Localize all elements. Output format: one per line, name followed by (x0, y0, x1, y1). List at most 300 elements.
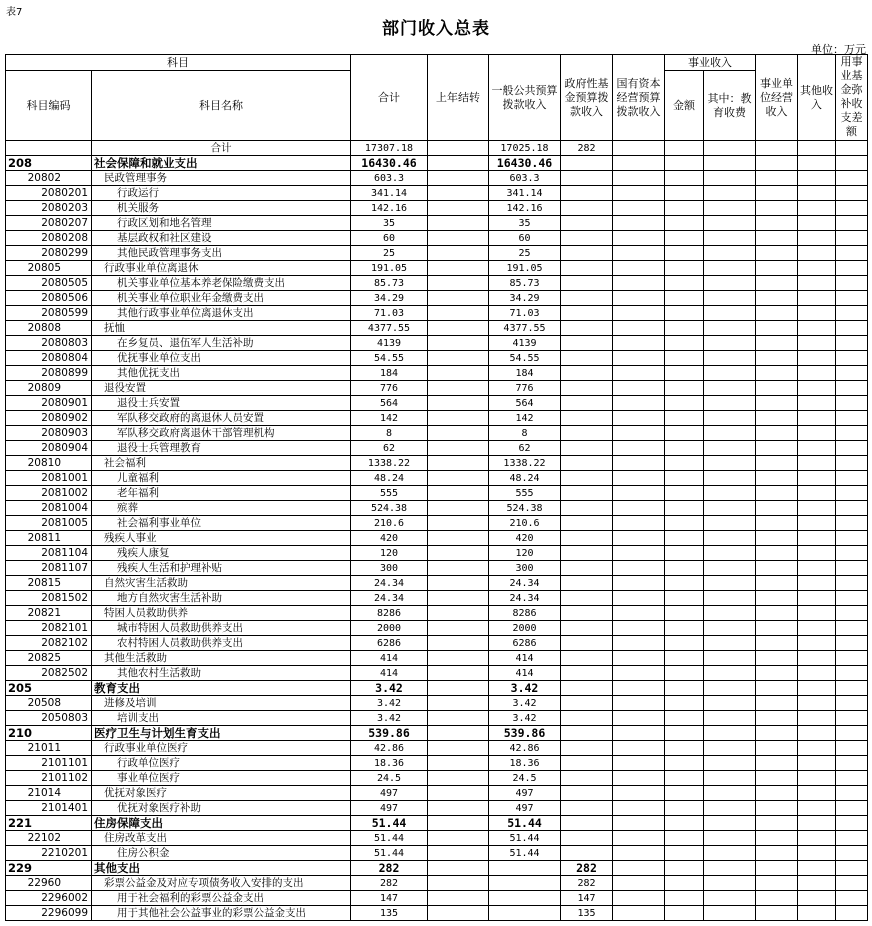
total-cell[interactable]: 6286 (351, 636, 428, 651)
code-cell[interactable]: 20808 (6, 321, 92, 336)
gov-fund-cell[interactable] (561, 666, 613, 681)
other-income-cell[interactable] (798, 291, 836, 306)
name-cell[interactable]: 其他农村生活救助 (92, 666, 351, 681)
fund-subsidy-cell[interactable] (836, 276, 868, 291)
carryover-cell[interactable] (428, 516, 489, 531)
carryover-cell[interactable] (428, 891, 489, 906)
general-budget-cell[interactable]: 18.36 (489, 756, 561, 771)
state-capital-cell[interactable] (613, 141, 665, 156)
education-fee-cell[interactable] (704, 426, 756, 441)
state-capital-cell[interactable] (613, 636, 665, 651)
business-income-cell[interactable] (756, 156, 798, 171)
carryover-cell[interactable] (428, 261, 489, 276)
name-cell[interactable]: 医疗卫生与计划生育支出 (92, 726, 351, 741)
name-cell[interactable]: 住房保障支出 (92, 816, 351, 831)
fund-subsidy-cell[interactable] (836, 726, 868, 741)
fund-subsidy-cell[interactable] (836, 786, 868, 801)
general-budget-cell[interactable]: 4139 (489, 336, 561, 351)
amount-cell[interactable] (665, 396, 704, 411)
business-income-cell[interactable] (756, 816, 798, 831)
code-cell[interactable]: 20821 (6, 606, 92, 621)
business-income-cell[interactable] (756, 381, 798, 396)
education-fee-cell[interactable] (704, 486, 756, 501)
code-cell[interactable]: 2081002 (6, 486, 92, 501)
name-cell[interactable]: 退役士兵管理教育 (92, 441, 351, 456)
gov-fund-cell[interactable] (561, 771, 613, 786)
other-income-cell[interactable] (798, 246, 836, 261)
education-fee-cell[interactable] (704, 201, 756, 216)
gov-fund-cell[interactable]: 282 (561, 876, 613, 891)
gov-fund-cell[interactable]: 135 (561, 906, 613, 921)
business-income-cell[interactable] (756, 486, 798, 501)
code-cell[interactable]: 2080203 (6, 201, 92, 216)
other-income-cell[interactable] (798, 636, 836, 651)
carryover-cell[interactable] (428, 711, 489, 726)
amount-cell[interactable] (665, 636, 704, 651)
general-budget-cell[interactable]: 16430.46 (489, 156, 561, 171)
total-cell[interactable]: 776 (351, 381, 428, 396)
gov-fund-cell[interactable] (561, 651, 613, 666)
general-budget-cell[interactable]: 54.55 (489, 351, 561, 366)
gov-fund-cell[interactable] (561, 561, 613, 576)
fund-subsidy-cell[interactable] (836, 531, 868, 546)
other-income-cell[interactable] (798, 861, 836, 876)
gov-fund-cell[interactable] (561, 531, 613, 546)
name-cell[interactable]: 社会福利 (92, 456, 351, 471)
name-cell[interactable]: 在乡复员、退伍军人生活补助 (92, 336, 351, 351)
total-cell[interactable]: 1338.22 (351, 456, 428, 471)
carryover-cell[interactable] (428, 351, 489, 366)
fund-subsidy-cell[interactable] (836, 771, 868, 786)
other-income-cell[interactable] (798, 336, 836, 351)
carryover-cell[interactable] (428, 441, 489, 456)
total-cell[interactable]: 282 (351, 861, 428, 876)
total-cell[interactable]: 3.42 (351, 681, 428, 696)
general-budget-cell[interactable]: 51.44 (489, 846, 561, 861)
total-cell[interactable]: 300 (351, 561, 428, 576)
total-cell[interactable]: 147 (351, 891, 428, 906)
carryover-cell[interactable] (428, 801, 489, 816)
carryover-cell[interactable] (428, 906, 489, 921)
amount-cell[interactable] (665, 351, 704, 366)
gov-fund-cell[interactable] (561, 321, 613, 336)
fund-subsidy-cell[interactable] (836, 516, 868, 531)
code-cell[interactable]: 2296002 (6, 891, 92, 906)
education-fee-cell[interactable] (704, 381, 756, 396)
state-capital-cell[interactable] (613, 201, 665, 216)
business-income-cell[interactable] (756, 441, 798, 456)
state-capital-cell[interactable] (613, 366, 665, 381)
code-cell[interactable]: 2081107 (6, 561, 92, 576)
education-fee-cell[interactable] (704, 816, 756, 831)
state-capital-cell[interactable] (613, 621, 665, 636)
total-cell[interactable]: 4377.55 (351, 321, 428, 336)
state-capital-cell[interactable] (613, 906, 665, 921)
gov-fund-cell[interactable] (561, 681, 613, 696)
name-cell[interactable]: 其他优抚支出 (92, 366, 351, 381)
gov-fund-cell[interactable] (561, 381, 613, 396)
name-cell[interactable]: 机关事业单位基本养老保险缴费支出 (92, 276, 351, 291)
carryover-cell[interactable] (428, 381, 489, 396)
business-income-cell[interactable] (756, 456, 798, 471)
gov-fund-cell[interactable]: 147 (561, 891, 613, 906)
business-income-cell[interactable] (756, 591, 798, 606)
carryover-cell[interactable] (428, 636, 489, 651)
education-fee-cell[interactable] (704, 561, 756, 576)
carryover-cell[interactable] (428, 366, 489, 381)
business-income-cell[interactable] (756, 531, 798, 546)
gov-fund-cell[interactable] (561, 831, 613, 846)
amount-cell[interactable] (665, 291, 704, 306)
name-cell[interactable]: 退役士兵安置 (92, 396, 351, 411)
carryover-cell[interactable] (428, 216, 489, 231)
other-income-cell[interactable] (798, 321, 836, 336)
general-budget-cell[interactable]: 524.38 (489, 501, 561, 516)
education-fee-cell[interactable] (704, 756, 756, 771)
carryover-cell[interactable] (428, 426, 489, 441)
other-income-cell[interactable] (798, 231, 836, 246)
gov-fund-cell[interactable] (561, 411, 613, 426)
other-income-cell[interactable] (798, 576, 836, 591)
education-fee-cell[interactable] (704, 171, 756, 186)
carryover-cell[interactable] (428, 741, 489, 756)
fund-subsidy-cell[interactable] (836, 711, 868, 726)
name-cell[interactable]: 其他支出 (92, 861, 351, 876)
name-cell[interactable]: 其他行政事业单位离退休支出 (92, 306, 351, 321)
other-income-cell[interactable] (798, 801, 836, 816)
fund-subsidy-cell[interactable] (836, 816, 868, 831)
other-income-cell[interactable] (798, 771, 836, 786)
name-cell[interactable]: 行政单位医疗 (92, 756, 351, 771)
total-cell[interactable]: 142.16 (351, 201, 428, 216)
education-fee-cell[interactable] (704, 216, 756, 231)
education-fee-cell[interactable] (704, 876, 756, 891)
fund-subsidy-cell[interactable] (836, 381, 868, 396)
gov-fund-cell[interactable] (561, 591, 613, 606)
amount-cell[interactable] (665, 156, 704, 171)
gov-fund-cell[interactable] (561, 726, 613, 741)
amount-cell[interactable] (665, 336, 704, 351)
gov-fund-cell[interactable] (561, 801, 613, 816)
business-income-cell[interactable] (756, 576, 798, 591)
general-budget-cell[interactable]: 414 (489, 666, 561, 681)
code-cell[interactable]: 22960 (6, 876, 92, 891)
business-income-cell[interactable] (756, 426, 798, 441)
name-cell[interactable]: 优抚对象医疗补助 (92, 801, 351, 816)
name-cell[interactable]: 残疾人康复 (92, 546, 351, 561)
gov-fund-cell[interactable] (561, 291, 613, 306)
education-fee-cell[interactable] (704, 411, 756, 426)
gov-fund-cell[interactable] (561, 156, 613, 171)
education-fee-cell[interactable] (704, 276, 756, 291)
state-capital-cell[interactable] (613, 651, 665, 666)
carryover-cell[interactable] (428, 396, 489, 411)
other-income-cell[interactable] (798, 756, 836, 771)
fund-subsidy-cell[interactable] (836, 801, 868, 816)
gov-fund-cell[interactable] (561, 546, 613, 561)
state-capital-cell[interactable] (613, 561, 665, 576)
state-capital-cell[interactable] (613, 861, 665, 876)
gov-fund-cell[interactable] (561, 306, 613, 321)
carryover-cell[interactable] (428, 321, 489, 336)
fund-subsidy-cell[interactable] (836, 366, 868, 381)
other-income-cell[interactable] (798, 201, 836, 216)
education-fee-cell[interactable] (704, 906, 756, 921)
general-budget-cell[interactable]: 35 (489, 216, 561, 231)
state-capital-cell[interactable] (613, 306, 665, 321)
total-cell[interactable]: 555 (351, 486, 428, 501)
education-fee-cell[interactable] (704, 441, 756, 456)
amount-cell[interactable] (665, 846, 704, 861)
state-capital-cell[interactable] (613, 456, 665, 471)
other-income-cell[interactable] (798, 396, 836, 411)
gov-fund-cell[interactable]: 282 (561, 141, 613, 156)
education-fee-cell[interactable] (704, 456, 756, 471)
total-cell[interactable]: 120 (351, 546, 428, 561)
business-income-cell[interactable] (756, 201, 798, 216)
carryover-cell[interactable] (428, 726, 489, 741)
carryover-cell[interactable] (428, 141, 489, 156)
other-income-cell[interactable] (798, 741, 836, 756)
carryover-cell[interactable] (428, 576, 489, 591)
business-income-cell[interactable] (756, 336, 798, 351)
business-income-cell[interactable] (756, 411, 798, 426)
carryover-cell[interactable] (428, 456, 489, 471)
other-income-cell[interactable] (798, 471, 836, 486)
business-income-cell[interactable] (756, 786, 798, 801)
general-budget-cell[interactable]: 51.44 (489, 816, 561, 831)
carryover-cell[interactable] (428, 291, 489, 306)
general-budget-cell[interactable] (489, 891, 561, 906)
other-income-cell[interactable] (798, 591, 836, 606)
education-fee-cell[interactable] (704, 771, 756, 786)
gov-fund-cell[interactable] (561, 426, 613, 441)
state-capital-cell[interactable] (613, 591, 665, 606)
state-capital-cell[interactable] (613, 351, 665, 366)
total-cell[interactable]: 24.34 (351, 576, 428, 591)
total-cell[interactable]: 210.6 (351, 516, 428, 531)
other-income-cell[interactable] (798, 696, 836, 711)
gov-fund-cell[interactable] (561, 366, 613, 381)
general-budget-cell[interactable]: 2000 (489, 621, 561, 636)
fund-subsidy-cell[interactable] (836, 696, 868, 711)
code-cell[interactable]: 2101401 (6, 801, 92, 816)
education-fee-cell[interactable] (704, 531, 756, 546)
other-income-cell[interactable] (798, 786, 836, 801)
fund-subsidy-cell[interactable] (836, 831, 868, 846)
general-budget-cell[interactable]: 1338.22 (489, 456, 561, 471)
amount-cell[interactable] (665, 816, 704, 831)
gov-fund-cell[interactable] (561, 351, 613, 366)
other-income-cell[interactable] (798, 441, 836, 456)
other-income-cell[interactable] (798, 831, 836, 846)
general-budget-cell[interactable]: 555 (489, 486, 561, 501)
code-cell[interactable]: 2080899 (6, 366, 92, 381)
amount-cell[interactable] (665, 216, 704, 231)
general-budget-cell[interactable]: 34.29 (489, 291, 561, 306)
fund-subsidy-cell[interactable] (836, 471, 868, 486)
name-cell[interactable]: 残疾人事业 (92, 531, 351, 546)
business-income-cell[interactable] (756, 396, 798, 411)
carryover-cell[interactable] (428, 306, 489, 321)
total-cell[interactable]: 51.44 (351, 846, 428, 861)
code-cell[interactable]: 2080804 (6, 351, 92, 366)
other-income-cell[interactable] (798, 171, 836, 186)
gov-fund-cell[interactable] (561, 756, 613, 771)
state-capital-cell[interactable] (613, 711, 665, 726)
amount-cell[interactable] (665, 771, 704, 786)
total-cell[interactable]: 34.29 (351, 291, 428, 306)
carryover-cell[interactable] (428, 651, 489, 666)
fund-subsidy-cell[interactable] (836, 906, 868, 921)
total-cell[interactable]: 420 (351, 531, 428, 546)
carryover-cell[interactable] (428, 696, 489, 711)
state-capital-cell[interactable] (613, 486, 665, 501)
total-cell[interactable]: 24.34 (351, 591, 428, 606)
amount-cell[interactable] (665, 606, 704, 621)
gov-fund-cell[interactable]: 282 (561, 861, 613, 876)
education-fee-cell[interactable] (704, 141, 756, 156)
general-budget-cell[interactable]: 24.34 (489, 576, 561, 591)
general-budget-cell[interactable]: 142.16 (489, 201, 561, 216)
code-cell[interactable]: 2081502 (6, 591, 92, 606)
general-budget-cell[interactable]: 120 (489, 546, 561, 561)
business-income-cell[interactable] (756, 756, 798, 771)
carryover-cell[interactable] (428, 861, 489, 876)
education-fee-cell[interactable] (704, 711, 756, 726)
gov-fund-cell[interactable] (561, 276, 613, 291)
gov-fund-cell[interactable] (561, 846, 613, 861)
gov-fund-cell[interactable] (561, 786, 613, 801)
fund-subsidy-cell[interactable] (836, 486, 868, 501)
code-cell[interactable]: 2296099 (6, 906, 92, 921)
total-cell[interactable]: 414 (351, 666, 428, 681)
carryover-cell[interactable] (428, 471, 489, 486)
other-income-cell[interactable] (798, 141, 836, 156)
education-fee-cell[interactable] (704, 396, 756, 411)
state-capital-cell[interactable] (613, 606, 665, 621)
state-capital-cell[interactable] (613, 186, 665, 201)
other-income-cell[interactable] (798, 606, 836, 621)
fund-subsidy-cell[interactable] (836, 246, 868, 261)
education-fee-cell[interactable] (704, 291, 756, 306)
amount-cell[interactable] (665, 891, 704, 906)
gov-fund-cell[interactable] (561, 456, 613, 471)
fund-subsidy-cell[interactable] (836, 546, 868, 561)
state-capital-cell[interactable] (613, 291, 665, 306)
name-cell[interactable]: 其他民政管理事务支出 (92, 246, 351, 261)
name-cell[interactable]: 培训支出 (92, 711, 351, 726)
state-capital-cell[interactable] (613, 771, 665, 786)
other-income-cell[interactable] (798, 726, 836, 741)
total-cell[interactable]: 3.42 (351, 711, 428, 726)
other-income-cell[interactable] (798, 501, 836, 516)
gov-fund-cell[interactable] (561, 261, 613, 276)
business-income-cell[interactable] (756, 366, 798, 381)
code-cell[interactable]: 2080201 (6, 186, 92, 201)
total-cell[interactable]: 42.86 (351, 741, 428, 756)
general-budget-cell[interactable]: 6286 (489, 636, 561, 651)
amount-cell[interactable] (665, 531, 704, 546)
total-cell[interactable]: 71.03 (351, 306, 428, 321)
state-capital-cell[interactable] (613, 726, 665, 741)
name-cell[interactable]: 军队移交政府离退休干部管理机构 (92, 426, 351, 441)
education-fee-cell[interactable] (704, 501, 756, 516)
state-capital-cell[interactable] (613, 156, 665, 171)
gov-fund-cell[interactable] (561, 231, 613, 246)
other-income-cell[interactable] (798, 381, 836, 396)
education-fee-cell[interactable] (704, 546, 756, 561)
code-cell[interactable]: 2081104 (6, 546, 92, 561)
fund-subsidy-cell[interactable] (836, 156, 868, 171)
business-income-cell[interactable] (756, 246, 798, 261)
state-capital-cell[interactable] (613, 231, 665, 246)
carryover-cell[interactable] (428, 846, 489, 861)
state-capital-cell[interactable] (613, 516, 665, 531)
total-cell[interactable]: 135 (351, 906, 428, 921)
education-fee-cell[interactable] (704, 651, 756, 666)
gov-fund-cell[interactable] (561, 576, 613, 591)
code-cell[interactable]: 2080506 (6, 291, 92, 306)
state-capital-cell[interactable] (613, 741, 665, 756)
code-cell[interactable]: 2050803 (6, 711, 92, 726)
other-income-cell[interactable] (798, 681, 836, 696)
education-fee-cell[interactable] (704, 666, 756, 681)
code-cell[interactable]: 2080505 (6, 276, 92, 291)
name-cell[interactable]: 老年福利 (92, 486, 351, 501)
other-income-cell[interactable] (798, 486, 836, 501)
amount-cell[interactable] (665, 366, 704, 381)
general-budget-cell[interactable]: 8286 (489, 606, 561, 621)
gov-fund-cell[interactable] (561, 486, 613, 501)
general-budget-cell[interactable]: 60 (489, 231, 561, 246)
carryover-cell[interactable] (428, 156, 489, 171)
state-capital-cell[interactable] (613, 666, 665, 681)
total-cell[interactable]: 497 (351, 801, 428, 816)
fund-subsidy-cell[interactable] (836, 201, 868, 216)
fund-subsidy-cell[interactable] (836, 741, 868, 756)
gov-fund-cell[interactable] (561, 171, 613, 186)
business-income-cell[interactable] (756, 801, 798, 816)
state-capital-cell[interactable] (613, 546, 665, 561)
gov-fund-cell[interactable] (561, 186, 613, 201)
business-income-cell[interactable] (756, 471, 798, 486)
name-cell[interactable]: 事业单位医疗 (92, 771, 351, 786)
name-cell[interactable]: 行政事业单位离退休 (92, 261, 351, 276)
name-cell[interactable]: 儿童福利 (92, 471, 351, 486)
code-cell[interactable]: 221 (6, 816, 92, 831)
name-cell[interactable]: 城市特困人员救助供养支出 (92, 621, 351, 636)
amount-cell[interactable] (665, 141, 704, 156)
state-capital-cell[interactable] (613, 411, 665, 426)
amount-cell[interactable] (665, 576, 704, 591)
name-cell[interactable]: 社会福利事业单位 (92, 516, 351, 531)
amount-cell[interactable] (665, 201, 704, 216)
carryover-cell[interactable] (428, 186, 489, 201)
carryover-cell[interactable] (428, 411, 489, 426)
total-cell[interactable]: 282 (351, 876, 428, 891)
amount-cell[interactable] (665, 381, 704, 396)
amount-cell[interactable] (665, 696, 704, 711)
amount-cell[interactable] (665, 246, 704, 261)
business-income-cell[interactable] (756, 711, 798, 726)
total-cell[interactable]: 4139 (351, 336, 428, 351)
name-cell[interactable]: 住房公积金 (92, 846, 351, 861)
carryover-cell[interactable] (428, 771, 489, 786)
state-capital-cell[interactable] (613, 321, 665, 336)
state-capital-cell[interactable] (613, 531, 665, 546)
education-fee-cell[interactable] (704, 306, 756, 321)
